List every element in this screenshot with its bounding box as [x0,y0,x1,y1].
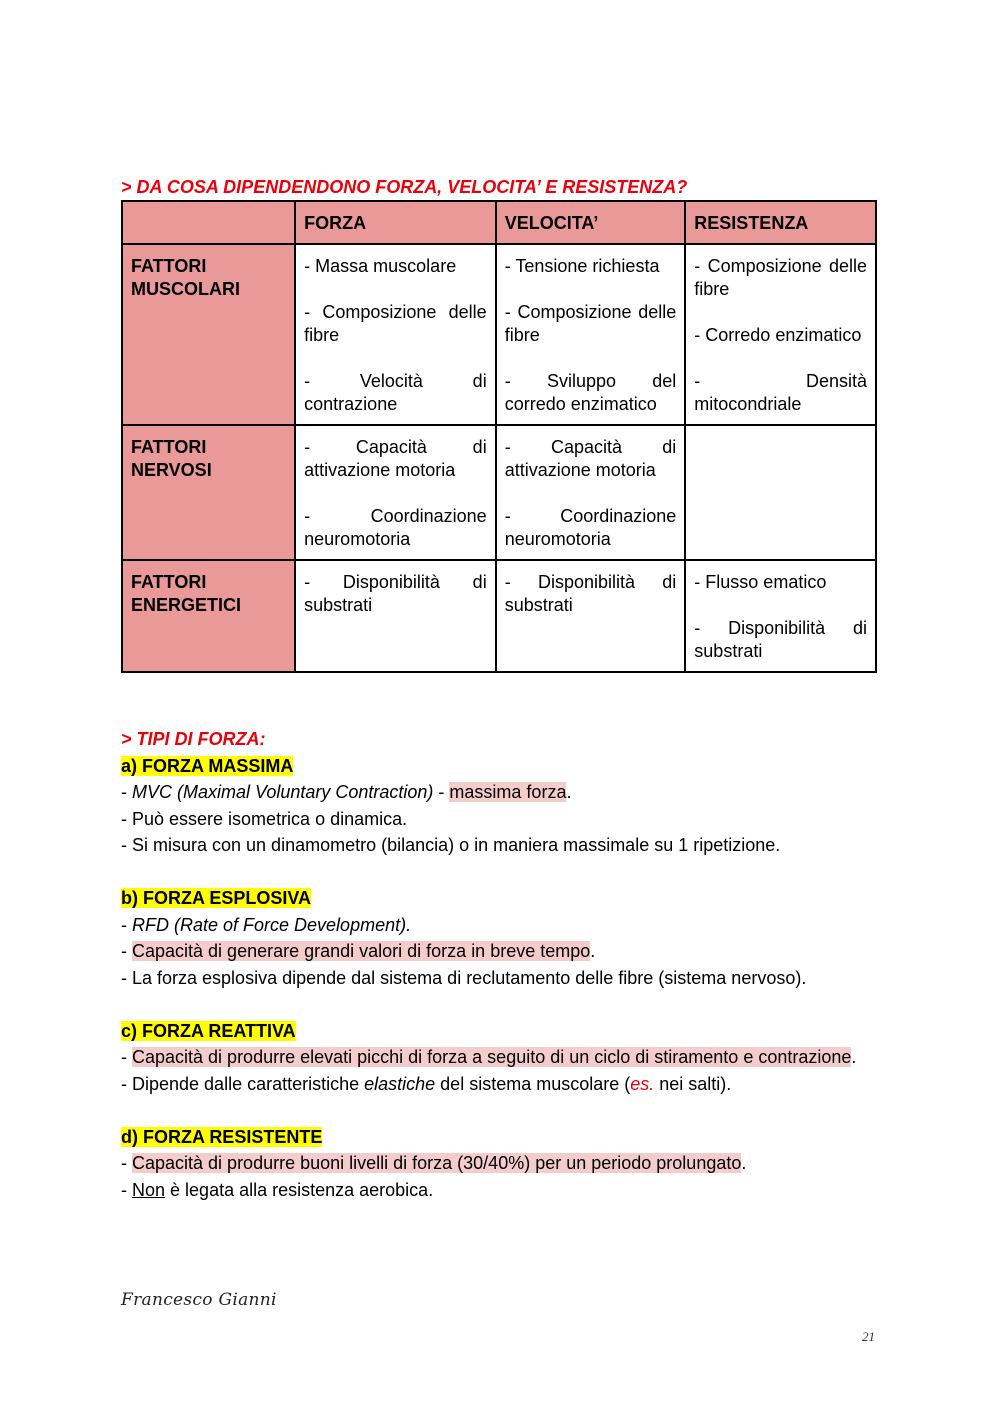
types-heading: > TIPI DI FORZA: [121,729,266,749]
force-c-title: c) FORZA REATTIVA [121,1020,296,1041]
force-b-line1: - RFD (Rate of Force Development). [121,914,412,935]
force-c-line2: - Dipende dalle caratteristiche elastiche del sistema muscolare (es. nei salti). [121,1073,732,1094]
cell-item: - Composizione delle fibre [304,302,487,345]
page-content [121,174,877,1203]
force-a-line2: - Può essere isometrica o dinamica. [121,808,408,829]
page-number: 21 [862,1329,875,1344]
cell-item: - Flusso ematico [694,572,827,592]
force-type-d [121,1124,877,1204]
cell-item: - Coordinazione neuromotoria [304,506,487,549]
force-a-line3: - Si misura con un dinamometro (bilancia) o in maniera massimale su 1 ripetizione. [121,835,781,855]
force-d-title: d) FORZA RESISTENTE [121,1126,323,1147]
cell-forza [295,425,496,560]
force-d-line1: - Capacità di produrre buoni livelli di forza (30/40%) per un periodo prolungato. [121,1153,747,1173]
header-resistenza: RESISTENZA [685,201,876,244]
cell-velocita [496,425,686,560]
force-type-a [121,753,877,859]
cell-item: - Composizione delle fibre [694,256,867,299]
cell-velocita [496,560,686,672]
cell-forza [295,244,496,425]
cell-item: - Corredo enzimatico [694,325,862,345]
header-empty [122,201,295,244]
cell-item: - Composizione delle fibre [504,302,677,345]
cell-item: - Capacità di attivazione motoria [304,437,487,480]
cell-item: - Velocità di contrazione [304,371,487,414]
types-section [121,726,877,1203]
force-a-title: a) FORZA MASSIMA [121,755,294,776]
cell-item: - Disponibilità di substrati [694,618,867,661]
cell-velocita [496,244,686,425]
cell-item: - Densità mitocondriale [694,371,867,414]
cell-forza [295,560,496,672]
cell-resistenza [685,244,876,425]
force-type-b [121,885,877,991]
factors-table [121,200,877,673]
table-row [122,244,876,425]
force-type-c [121,1018,877,1098]
author-signature: Francesco Gianni [121,1290,277,1310]
table-heading: > DA COSA DIPENDENDONO FORZA, VELOCITA’ E RESISTENZA? [121,177,688,197]
table-header-row [122,201,876,244]
cell-item: - Coordinazione neuromotoria [504,506,677,549]
force-d-line2: - Non è legata alla resistenza aerobica. [121,1179,434,1200]
force-b-line3: - La forza esplosiva dipende dal sistema di reclutamento delle fibre (sistema nervoso). [121,967,807,988]
force-a-line1: - MVC (Maximal Voluntary Contraction) - massima forza. [121,782,572,802]
row-label: FATTORI ENERGETICI [122,560,295,672]
cell-item: - Sviluppo del corredo enzimatico [504,371,677,414]
row-label: FATTORI MUSCOLARI [122,244,295,425]
cell-item: - Disponibilità di substrati [504,572,677,615]
table-row [122,425,876,560]
cell-item: - Tensione richiesta [504,256,660,276]
header-velocita: VELOCITA’ [496,201,686,244]
force-c-line1: - Capacità di produrre elevati picchi di forza a seguito di un ciclo di stiramento e contrazione. [121,1047,857,1067]
header-forza: FORZA [295,201,496,244]
cell-item: - Capacità di attivazione motoria [504,437,677,480]
force-b-line2: - Capacità di generare grandi valori di forza in breve tempo. [121,941,596,961]
cell-item: - Disponibilità di substrati [304,572,487,615]
cell-item: - Massa muscolare [304,256,457,276]
force-b-title: b) FORZA ESPLOSIVA [121,888,312,908]
cell-resistenza [685,425,876,560]
row-label: FATTORI NERVOSI [122,425,295,560]
cell-resistenza [685,560,876,672]
table-row [122,560,876,672]
